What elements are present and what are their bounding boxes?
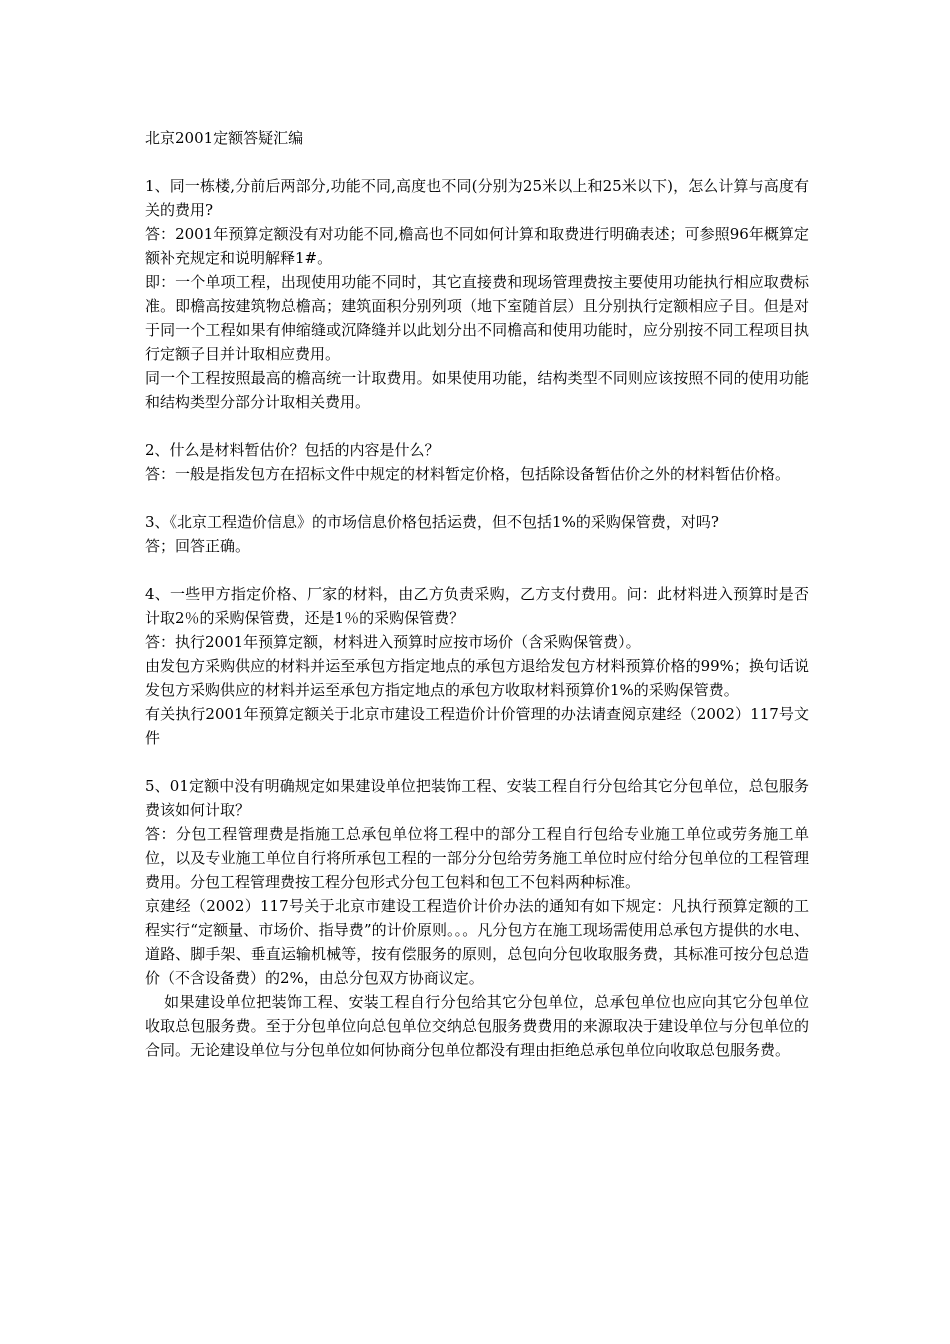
answer-5-regulation: 京建经（2002）117号关于北京市建设工程造价计价办法的通知有如下规定：凡执行预算定额的工程实行“定额量、市场价、指导费”的计价原则。。。凡分包方在施工现场需使用总承包方提供的水电、道路、脚手架、垂直运输机械等，按有偿服务的原则，总包向分包收取服务费，其标准可按分包总造价（不含设备费）的2%，由总分包双方协商议定。: [145, 897, 809, 987]
question-2: 2、什么是材料暂估价？包括的内容是什么？: [145, 441, 440, 459]
question-5: 5、01定额中没有明确规定如果建设单位把装饰工程、安装工程自行分包给其它分包单位，总包服务费该如何计取？: [145, 777, 809, 819]
qa-section-4: [145, 582, 809, 750]
answer-1-explanation: 即：一个单项工程，出现使用功能不同时，其它直接费和现场管理费按主要使用功能执行相应取费标准。即檐高按建筑物总檐高；建筑面积分别列项（地下室随首层）且分别执行定额相应子目。但是对于同一个工程如果有伸缩缝或沉降缝并以此划分出不同檐高和使用功能时，应分别按不同工程项目执行定额子目并计取相应费用。: [145, 273, 809, 363]
qa-section-1: [145, 174, 809, 414]
answer-4-detail: 由发包方采购供应的材料并运至承包方指定地点的承包方退给发包方材料预算价格的99%；换句话说发包方采购供应的材料并运至承包方指定地点的承包方收取材料预算价1%的采购保管费。: [145, 657, 809, 699]
question-3: 3、《北京工程造价信息》的市场信息价格包括运费，但不包括1%的采购保管费，对吗?: [145, 513, 719, 531]
answer-5: 答：分包工程管理费是指施工总承包单位将工程中的部分工程自行包给专业施工单位或劳务施工单位，以及专业施工单位自行将所承包工程的一部分分包给劳务施工单位时应付给分包单位的工程管理费用。分包工程管理费按工程分包形式分包工包料和包工不包料两种标准。: [145, 825, 809, 891]
answer-4-reference: 有关执行2001年预算定额关于北京市建设工程造价计价管理的办法请查阅京建经（2002）117号文件: [145, 705, 809, 747]
document-title: 北京2001定额答疑汇编: [145, 129, 304, 147]
question-4: 4、一些甲方指定价格、厂家的材料，由乙方负责采购，乙方支付费用。问：此材料进入预算时是否计取2％的采购保管费，还是1％的采购保管费？: [145, 585, 809, 627]
document-page: [145, 126, 809, 1086]
answer-1-note: 同一个工程按照最高的檐高统一计取费用。如果使用功能，结构类型不同则应该按照不同的使用功能和结构类型分部分计取相关费用。: [145, 369, 809, 411]
answer-1: 答：2001年预算定额没有对功能不同,檐高也不同如何计算和取费进行明确表述；可参照96年概算定额补充规定和说明解释1#。: [145, 225, 809, 267]
qa-section-5: [145, 774, 809, 1062]
answer-3: 答；回答正确。: [145, 537, 251, 555]
answer-5-conclusion: 如果建设单位把装饰工程、安装工程自行分包给其它分包单位，总承包单位也应向其它分包单位收取总包服务费。至于分包单位向总包单位交纳总包服务费费用的来源取决于建设单位与分包单位的合同。无论建设单位与分包单位如何协商分包单位都没有理由拒绝总承包单位向收取总包服务费。: [145, 993, 809, 1059]
answer-2: 答：一般是指发包方在招标文件中规定的材料暂定价格，包括除设备暂估价之外的材料暂估价格。: [145, 465, 791, 483]
question-1: 1、同一栋楼,分前后两部分,功能不同,高度也不同(分别为25米以上和25米以下)，怎么计算与高度有关的费用?: [145, 177, 809, 219]
qa-section-2: [145, 438, 809, 486]
answer-4: 答：执行2001年预算定额，材料进入预算时应按市场价（含采购保管费）。: [145, 633, 641, 651]
qa-section-3: [145, 510, 809, 558]
